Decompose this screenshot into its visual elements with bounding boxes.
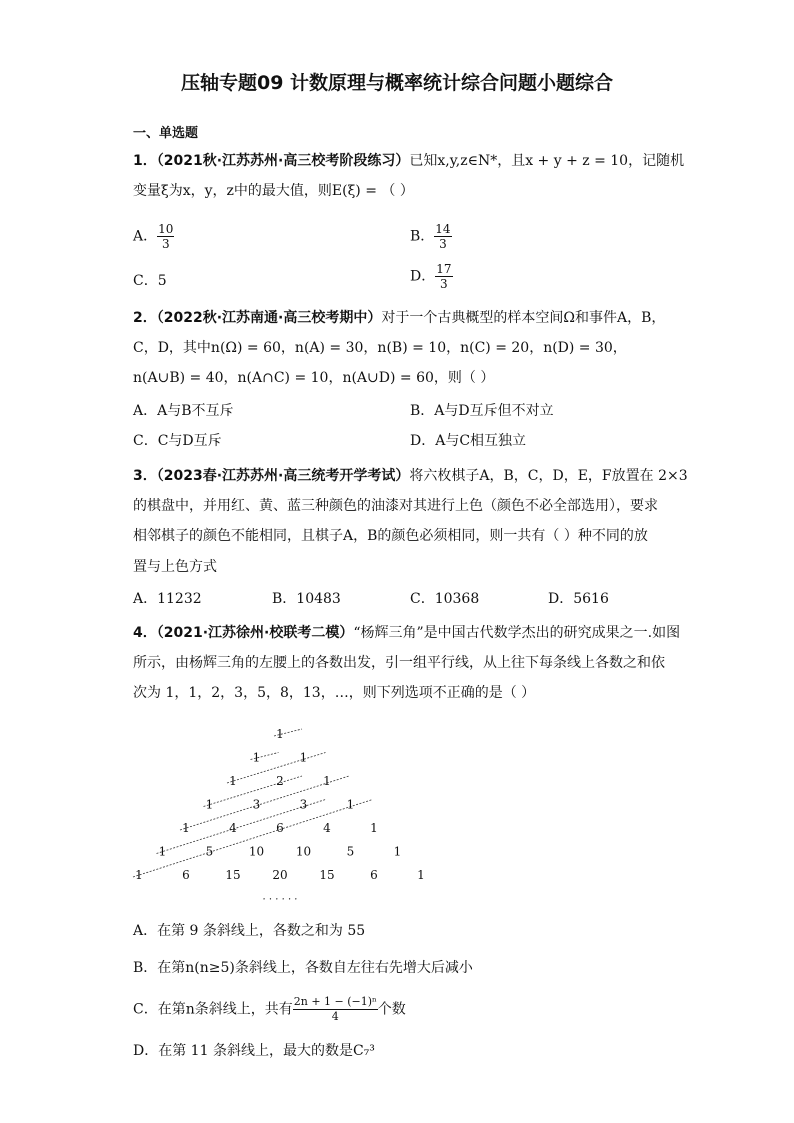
q2-option-b: B．A与D互斥但不对立 <box>410 403 554 419</box>
triangle-number: 1 <box>299 750 308 765</box>
q4-line2: 所示，由杨辉三角的左腰上的各数出发，引一组平行线，从上往下每条线上各数之和依 <box>133 655 665 671</box>
triangle-number: 1 <box>229 774 237 788</box>
q4-option-d: D．在第 11 条斜线上，最大的数是C₇³ <box>133 1043 375 1059</box>
triangle-number: 1 <box>323 774 331 788</box>
q1-option-b: B． $\frac{14}{3}$ <box>410 222 451 251</box>
q3-option-d: D．5616 <box>548 591 609 607</box>
q2-line3: n(A∪B) = 40，n(A∩C) = 10，n(A∪D) = 60，则（ ） <box>133 370 495 386</box>
yanghui-triangle-figure <box>130 720 450 910</box>
q1-option-a: A． $\frac{10}{3}$ <box>133 222 174 251</box>
q1-option-d: D． $\frac{17}{3}$ <box>410 262 452 291</box>
triangle-number: 3 <box>299 797 308 812</box>
q3-line1 <box>133 465 688 485</box>
triangle-number: 1 <box>417 868 425 882</box>
section-heading: 一、单选题 <box>133 126 199 141</box>
triangle-number: 3 <box>252 797 261 812</box>
triangle-number: 1 <box>182 821 190 835</box>
q1-source: （2021秋·江苏苏州·高三校考阶段练习） <box>156 153 410 169</box>
triangle-number: 15 <box>225 868 241 882</box>
q2-line1 <box>133 307 665 327</box>
q3-option-a: A．11232 <box>133 591 202 607</box>
q2-option-d: D．A与C相互独立 <box>410 433 527 449</box>
q3-option-b: B．10483 <box>272 591 341 607</box>
triangle-number: 1 <box>205 797 214 812</box>
page-title: 压轴专题09 计数原理与概率统计综合问题小题综合 <box>180 72 614 94</box>
q4-option-c: C．在第n条斜线上，共有 $\frac{\text{2n + 1 − (−1)ⁿ}}{4}$ 个数 <box>133 995 406 1023</box>
q4-option-a: A．在第 9 条斜线上，各数之和为 55 <box>133 923 366 939</box>
q1-line1 <box>133 150 684 170</box>
q2-number: 2． <box>133 310 157 326</box>
triangle-number: 4 <box>229 821 237 835</box>
q3-source: （2023春·江苏苏州·高三统考开学考试） <box>156 468 410 484</box>
triangle-number: 15 <box>319 868 335 882</box>
triangle-number: 6 <box>370 868 378 882</box>
triangle-number: 6 <box>182 868 190 882</box>
q2-option-c: C．C与D互斥 <box>133 433 222 449</box>
q2-text: 对于一个古典概型的样本空间Ω和事件A，B， <box>381 310 666 326</box>
q4-line1 <box>133 622 680 642</box>
triangle-number: 1 <box>346 797 355 812</box>
q1-option-c: C．5 <box>133 273 167 289</box>
q4-source: （2021·江苏徐州·校联考二模） <box>156 625 354 641</box>
triangle-number: 10 <box>295 844 312 859</box>
triangle-number: 1 <box>370 821 378 835</box>
q1-line2: 变量ξ为x，y，z中的最大值，则E(ξ) = （ ） <box>133 183 414 199</box>
triangle-number: 1 <box>135 868 143 882</box>
triangle-number: 5 <box>205 844 214 859</box>
triangle-number: 1 <box>276 727 284 741</box>
triangle-number: 6 <box>276 821 284 835</box>
q3-option-c: C．10368 <box>410 591 480 607</box>
q4-line3: 次为 1，1，2，3，5，8，13，…，则下列选项不正确的是（ ） <box>133 685 536 701</box>
triangle-number: 5 <box>346 844 355 859</box>
triangle-number: 4 <box>323 821 331 835</box>
q2-source: （2022秋·江苏南通·高三校考期中） <box>156 310 382 326</box>
q3-text: 将六枚棋子A，B，C，D，E，F放置在 2×3 <box>409 468 688 484</box>
q3-line4: 置与上色方式 <box>133 559 217 575</box>
q2-line2: C，D，其中n(Ω) = 60，n(A) = 30，n(B) = 10，n(C) = 20，n(D) = 30， <box>133 340 627 356</box>
q1-number: 1． <box>133 153 157 169</box>
q2-option-a: A．A与B不互斥 <box>133 403 234 419</box>
triangle-number: 1 <box>158 844 167 859</box>
triangle-number: 10 <box>248 844 265 859</box>
triangle-number: 20 <box>272 868 288 882</box>
triangle-number: 1 <box>252 750 261 765</box>
q3-line3: 相邻棋子的颜色不能相同，且棋子A，B的颜色必须相同，则一共有（ ）种不同的放 <box>133 528 648 544</box>
q3-line2: 的棋盘中，并用红、黄、蓝三种颜色的油漆对其进行上色（颜色不必全部选用），要求 <box>133 498 658 514</box>
triangle-continuation-dots: · · · · · · <box>262 894 298 906</box>
q4-text: “杨辉三角”是中国古代数学杰出的研究成果之一.如图 <box>353 625 681 641</box>
q3-number: 3． <box>133 468 157 484</box>
q1-text: 已知x,y,z∈N*，且x + y + z = 10，记随机 <box>409 153 685 169</box>
q4-option-b: B．在第n(n≥5)条斜线上，各数自左往右先增大后减小 <box>133 960 473 976</box>
triangle-number: 1 <box>393 844 402 859</box>
triangle-number: 2 <box>276 774 284 788</box>
q4-number: 4． <box>133 625 157 641</box>
